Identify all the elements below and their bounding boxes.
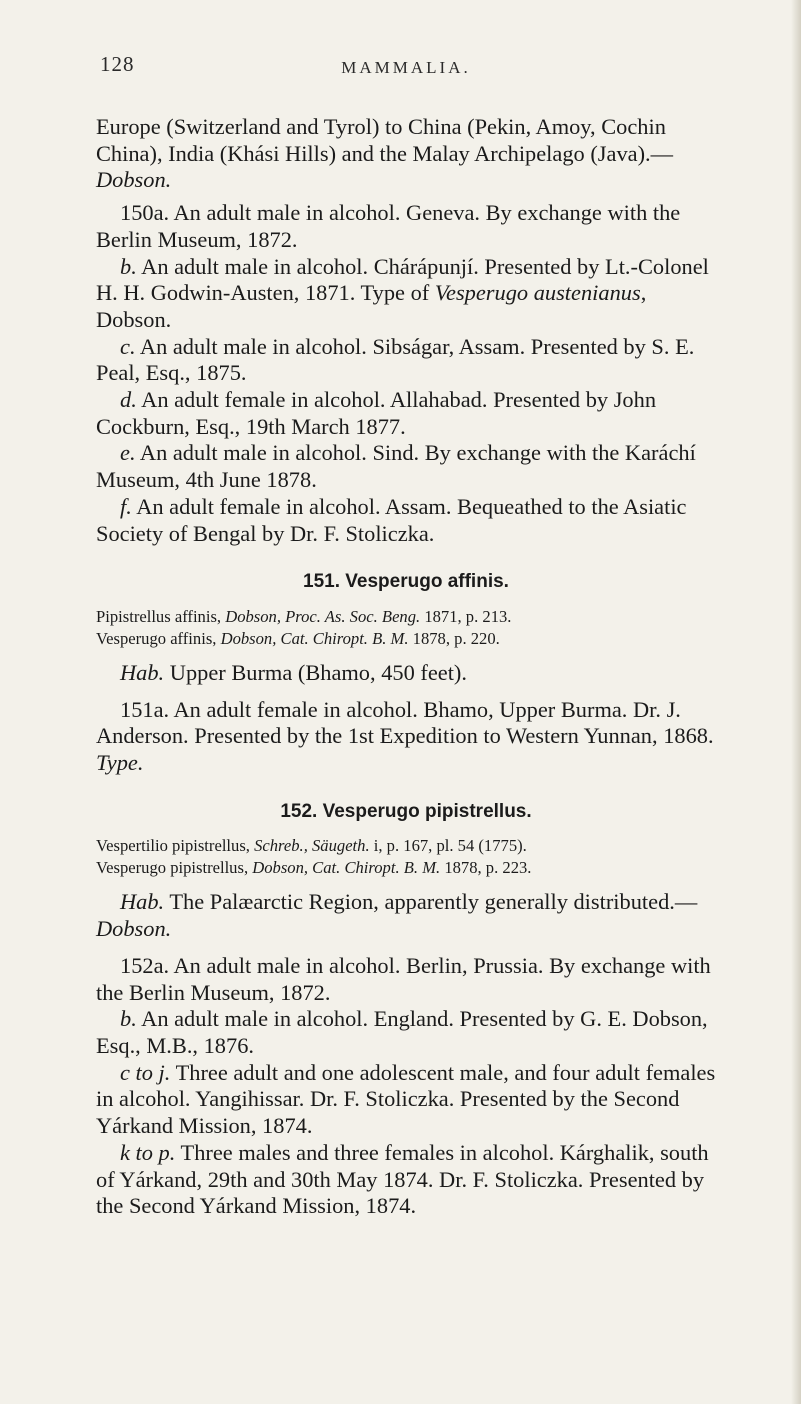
specimen-entry: e. An adult male in alcohol. Sind. By exchange with the Karáchí Museum, 4th June 1878. xyxy=(96,440,696,493)
specimen-entry: c to j. Three adult and one adolescent male, and four adult females in alcohol. Yangihissar. Dr. F. Stoliczka. Presented by the Second Yárkand Mission, 1874. xyxy=(96,1059,716,1139)
synonymy-line: Vespertilio pipistrellus, Schreb., Säugeth. i, p. 167, pl. 54 (1775). xyxy=(96,836,527,856)
running-title: MAMMALIA. xyxy=(341,58,471,77)
page-body xyxy=(96,114,716,1220)
synonymy-line: Vesperugo affinis, Dobson, Cat. Chiropt. B. M. 1878, p. 220. xyxy=(96,628,500,648)
specimen-entry: 150a. An adult male in alcohol. Geneva. By exchange with the Berlin Museum, 1872. xyxy=(96,200,681,252)
species-heading: 152. Vesperugo pipistrellus. xyxy=(280,800,532,822)
specimen-entry: f. An adult female in alcohol. Assam. Bequeathed to the Asiatic Society of Bengal by Dr. F. Stoliczka. xyxy=(96,493,687,546)
page-edge-shadow xyxy=(791,0,801,1404)
specimen-entry: 152a. An adult male in alcohol. Berlin, Prussia. By exchange with the Berlin Museum, 1872. xyxy=(96,952,711,1005)
specimen-entry: b. An adult male in alcohol. England. Presented by G. E. Dobson, Esq., M.B., 1876. xyxy=(96,1006,708,1058)
habitat-line: Hab. The Palæarctic Region, apparently generally distributed.—Dobson. xyxy=(96,889,698,942)
page-header xyxy=(96,52,716,92)
synonymy-line: Vesperugo pipistrellus, Dobson, Cat. Chiropt. B. M. 1878, p. 223. xyxy=(96,858,532,878)
page-number: 128 xyxy=(100,52,135,76)
synonymy-line: Pipistrellus affinis, Dobson, Proc. As. Soc. Beng. 1871, p. 213. xyxy=(96,606,512,626)
habitat-line: Hab. Upper Burma (Bhamo, 450 feet). xyxy=(120,659,467,685)
specimen-entry: 151a. An adult female in alcohol. Bhamo, Upper Burma. Dr. J. Anderson. Presented by the 1st Expedition to Western Yunnan, 1868. Type. xyxy=(96,696,714,776)
species-heading: 151. Vesperugo affinis. xyxy=(303,571,509,593)
specimen-entry: k to p. Three males and three females in alcohol. Kárghalik, south of Yárkand, 29th and 30th May 1874. Dr. F. Stoliczka. Presented by the Second Yárkand Mission, 1874. xyxy=(96,1139,709,1219)
distribution-paragraph: Europe (Switzerland and Tyrol) to China (Pekin, Amoy, Cochin China), India (Khási Hills) and the Malay Archipelago (Java).—Dobson. xyxy=(96,114,674,193)
specimen-entry: c. An adult male in alcohol. Sibságar, Assam. Presented by S. E. Peal, Esq., 1875. xyxy=(96,333,695,386)
specimen-entry: b. An adult male in alcohol. Chárápunjí. Presented by Lt.-Colonel H. H. Godwin-Austen, 1871. Type of Vesperugo austenianus, Dobson. xyxy=(96,253,709,332)
specimen-entry: d. An adult female in alcohol. Allahabad. Presented by John Cockburn, Esq., 19th March 1877. xyxy=(96,387,657,439)
